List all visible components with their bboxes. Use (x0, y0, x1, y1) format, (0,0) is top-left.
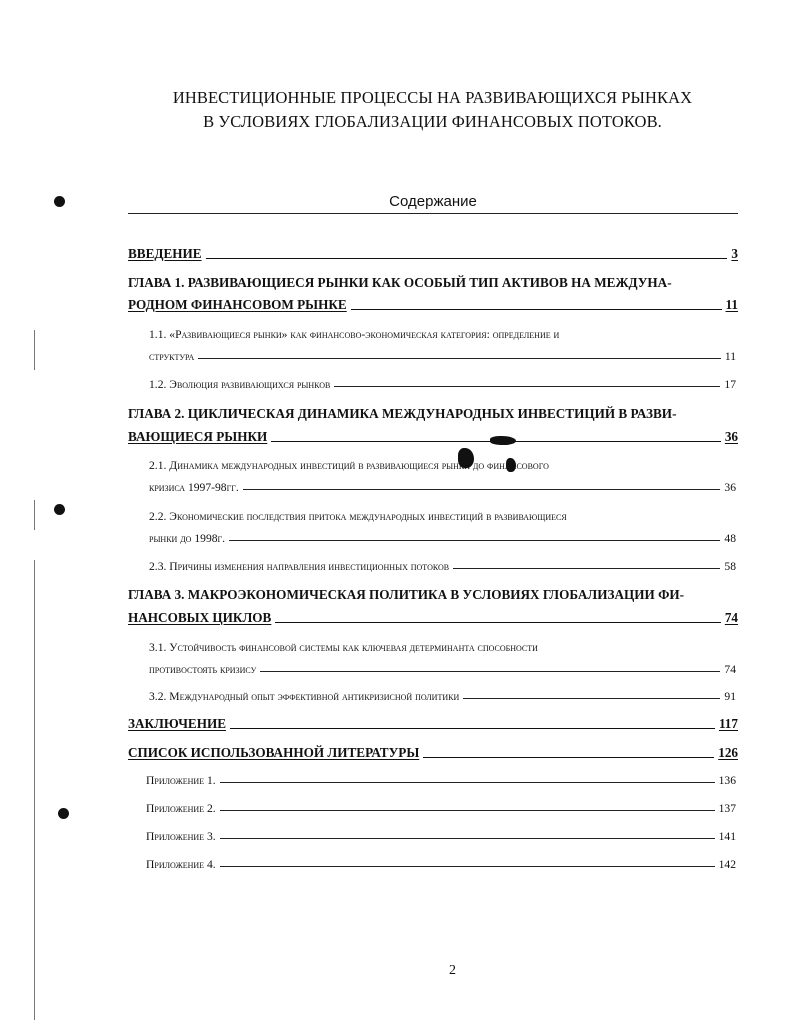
toc-entry-title: кризиса 1997-98гг. (149, 481, 239, 494)
toc-entry-appendix-3[interactable] (146, 830, 736, 843)
toc-entry-page: 137 (718, 802, 736, 815)
leader-line (275, 622, 720, 623)
toc-entry-chapter-3[interactable] (128, 610, 738, 626)
leader-line (243, 489, 721, 490)
leader-line (351, 309, 722, 310)
toc-chapter-2-line1: ГЛАВА 2. ЦИКЛИЧЕСКАЯ ДИНАМИКА МЕЖДУНАРОДНЫХ ИНВЕСТИЦИЙ В РАЗВИ- (128, 406, 677, 421)
toc-entry-title: 2.3. Причины изменения направления инвестиционных потоков (149, 560, 450, 573)
toc-entry-title: РОДНОМ ФИНАНСОВОМ РЫНКЕ (128, 297, 347, 312)
toc-entry-references[interactable] (128, 745, 738, 761)
toc-entry-section-2-3[interactable] (149, 560, 736, 573)
leader-line (423, 757, 714, 758)
toc-entry-title: Приложение 2. (146, 802, 216, 815)
toc-entry-title: структура (149, 350, 195, 363)
toc-entry-page: 11 (725, 297, 738, 312)
leader-line (206, 258, 728, 259)
leader-line (271, 441, 721, 442)
page-number: 2 (449, 963, 456, 978)
toc-entry-title: ЗАКЛЮЧЕНИЕ (128, 716, 227, 731)
toc-entry-section-1-1[interactable] (149, 350, 736, 363)
toc-entry-page: 48 (724, 532, 736, 545)
toc-entry-page: 136 (718, 774, 736, 787)
leader-line (220, 838, 715, 839)
toc-entry-chapter-1[interactable] (128, 297, 738, 313)
toc-entry-title: ВАЮЩИЕСЯ РЫНКИ (128, 429, 268, 444)
toc-chapter-3-line1: ГЛАВА 3. МАКРОЭКОНОМИЧЕСКАЯ ПОЛИТИКА В УСЛОВИЯХ ГЛОБАЛИЗАЦИИ ФИ- (128, 587, 685, 602)
toc-entry-title: 3.2. Международный опыт эффективной антикризисной политики (149, 690, 460, 703)
toc-entry-page: 36 (724, 481, 736, 494)
toc-entry-introduction[interactable] (128, 246, 738, 262)
toc-entry-title: Приложение 1. (146, 774, 216, 787)
toc-entry-title: Приложение 3. (146, 830, 216, 843)
toc-entry-appendix-1[interactable] (146, 774, 736, 787)
toc-entry-page: 36 (724, 429, 738, 444)
toc-entry-page: 126 (718, 745, 738, 760)
scan-hole-mark (54, 196, 65, 207)
contents-heading: Содержание (128, 193, 738, 214)
toc-entry-appendix-2[interactable] (146, 802, 736, 815)
toc-entry-section-1-2[interactable] (149, 378, 736, 391)
toc-entry-section-3-2[interactable] (149, 690, 736, 703)
toc-chapter-1-line1: ГЛАВА 1. РАЗВИВАЮЩИЕСЯ РЫНКИ КАК ОСОБЫЙ ТИП АКТИВОВ НА МЕЖДУНА- (128, 275, 672, 290)
toc-entry-section-2-2[interactable] (149, 532, 736, 545)
toc-entry-appendix-4[interactable] (146, 858, 736, 871)
scan-hole-mark (58, 808, 69, 819)
toc-entry-chapter-2[interactable] (128, 429, 738, 445)
leader-line (198, 358, 721, 359)
document-title (0, 86, 795, 134)
toc-entry-page: 142 (718, 858, 736, 871)
toc-entry-page: 74 (724, 610, 738, 625)
leader-line (463, 698, 720, 699)
toc-entry-page: 91 (724, 690, 736, 703)
scan-edge-line (34, 500, 35, 530)
toc-section-3-1-line1: 3.1. Устойчивость финансовой системы как ключевая детерминанта способности (149, 641, 538, 654)
toc-entry-section-2-1[interactable] (149, 481, 736, 494)
toc-section-2-2-line1: 2.2. Экономические последствия притока международных инвестиций в развивающиеся (149, 510, 567, 523)
toc-entry-conclusion[interactable] (128, 716, 738, 732)
toc-section-1-1-line1: 1.1. «Развивающиеся рынки» как финансово-экономическая категория: определение и (149, 328, 560, 341)
leader-line (260, 671, 720, 672)
leader-line (229, 540, 720, 541)
toc-entry-section-3-1[interactable] (149, 663, 736, 676)
leader-line (220, 810, 715, 811)
toc-section-2-1-line1: 2.1. Динамика международных инвестиций в развивающиеся рынки до финансового (149, 459, 549, 472)
title-line-1: ИНВЕСТИЦИОННЫЕ ПРОЦЕССЫ НА РАЗВИВАЮЩИХСЯ РЫНКАХ (172, 88, 693, 107)
toc-entry-page: 117 (718, 716, 738, 731)
toc-entry-page: 11 (724, 350, 736, 363)
toc-entry-title: рынки до 1998г. (149, 532, 226, 545)
scan-edge-line (34, 560, 35, 1020)
toc-entry-title: НАНСОВЫХ ЦИКЛОВ (128, 610, 272, 625)
toc-entry-title: СПИСОК ИСПОЛЬЗОВАННОЙ ЛИТЕРАТУРЫ (128, 745, 420, 760)
toc-entry-page: 74 (724, 663, 736, 676)
toc-entry-page: 17 (724, 378, 736, 391)
leader-line (334, 386, 720, 387)
scan-edge-line (34, 330, 35, 370)
toc-entry-title: ВВЕДЕНИЕ (128, 246, 202, 261)
toc-entry-title: 1.2. Эволюция развивающихся рынков (149, 378, 331, 391)
toc-entry-page: 3 (731, 246, 738, 261)
scan-hole-mark (54, 504, 65, 515)
toc-entry-title: Приложение 4. (146, 858, 216, 871)
leader-line (220, 866, 715, 867)
toc-entry-page: 141 (718, 830, 736, 843)
toc-entry-title: противостоять кризису (149, 663, 257, 676)
leader-line (220, 782, 715, 783)
toc-entry-page: 58 (724, 560, 736, 573)
leader-line (453, 568, 720, 569)
title-line-2: В УСЛОВИЯХ ГЛОБАЛИЗАЦИИ ФИНАНСОВЫХ ПОТОКОВ. (203, 112, 662, 131)
leader-line (230, 728, 715, 729)
